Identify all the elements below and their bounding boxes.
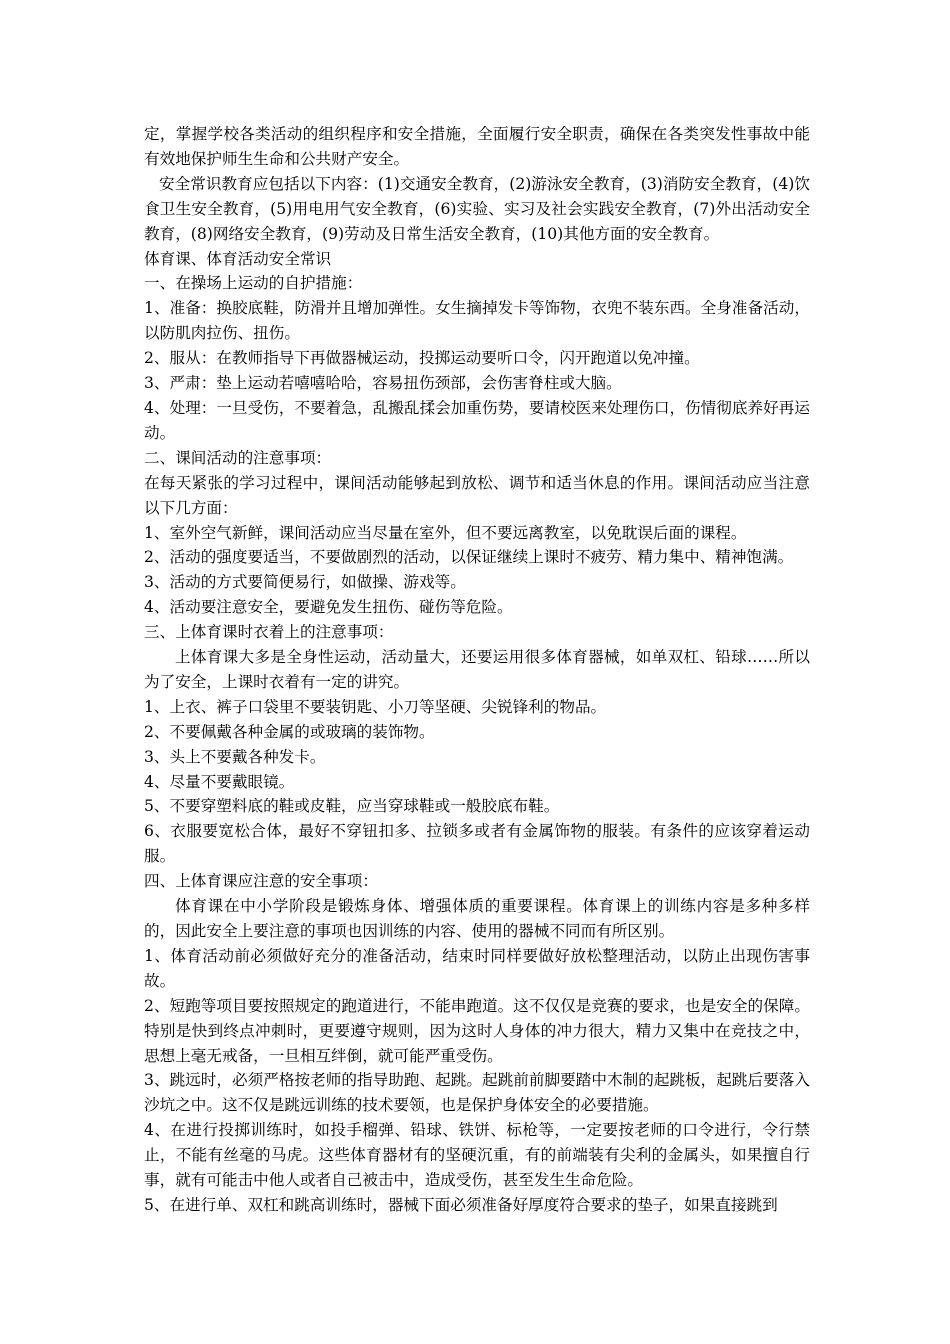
paragraph: 定，掌握学校各类活动的组织程序和安全措施，全面履行安全职责，确保在各类突发性事故中能有效地保护师生生命和公共财产安全。 [144,125,810,168]
paragraph: 3、活动的方式要简便易行，如做操、游戏等。 [144,573,466,592]
paragraph: 上体育课大多是全身性运动，活动量大，还要运用很多体育器械，如单双杠、铅球……所以为了安全，上课时衣着有一定的讲究。 [144,648,810,691]
paragraph: 二、课间活动的注意事项： [144,448,332,467]
paragraph: 2、活动的强度要适当，不要做剧烈的活动，以保证继续上课时不疲劳、精力集中、精神饱满。 [144,548,794,567]
paragraph: 在每天紧张的学习过程中，课间活动能够起到放松、调节和适当休息的作用。课间活动应当注意以下几方面： [144,473,810,517]
paragraph: 4、在进行投掷训练时，如投手榴弹、铅球、铁饼、标枪等，一定要按老师的口令进行，令行禁止，不能有丝毫的马虎。这些体育器材有的坚硬沉重，有的前端装有尖利的金属头，如果擅自行事，就有可能击中他人或者自己被击中，造成受伤，甚至发生生命危险。 [144,1121,810,1190]
paragraph: 1、上衣、裤子口袋里不要装钥匙、小刀等坚硬、尖锐锋利的物品。 [144,697,607,716]
paragraph: 5、在进行单、双杠和跳高训练时，器械下面必须准备好厚度符合要求的垫子，如果直接跳到 [144,1195,778,1214]
paragraph: 三、上体育课时衣着上的注意事项： [144,623,394,642]
paragraph: 3、严肃：垫上运动若嘻嘻哈哈，容易扭伤颈部，会伤害脊柱或大脑。 [144,374,622,393]
paragraph: 2、短跑等项目要按照规定的跑道进行，不能串跑道。这不仅仅是竞赛的要求，也是安全的保障。特别是快到终点冲刺时，更要遵守规则，因为这时人身体的冲力很大，精力又集中在竞技之中，思想上毫无戒备，一旦相互绊倒，就可能严重受伤。 [144,996,810,1065]
paragraph: 4、活动要注意安全，要避免发生扭伤、碰伤等危险。 [144,598,513,617]
paragraph: 4、处理：一旦受伤，不要着急，乱搬乱揉会加重伤势，要请校医来处理伤口，伤情彻底养好再运动。 [144,398,810,442]
paragraph: 6、衣服要宽松合体，最好不穿钮扣多、拉锁多或者有金属饰物的服装。有条件的应该穿着运动服。 [144,822,810,866]
paragraph: 1、体育活动前必须做好充分的准备活动，结束时同样要做好放松整理活动，以防止出现伤害事故。 [144,946,810,990]
paragraph: 1、室外空气新鲜，课间活动应当尽量在室外，但不要远离教室，以免耽误后面的课程。 [144,523,747,542]
document-page [144,122,810,1218]
paragraph: 3、头上不要戴各种发卡。 [144,747,326,766]
paragraph: 一、在操场上运动的自护措施： [144,274,363,293]
paragraph: 体育课、体育活动安全常识 [144,249,332,268]
paragraph: 4、尽量不要戴眼镜。 [144,772,295,791]
paragraph: 2、不要佩戴各种金属的或玻璃的装饰物。 [144,722,435,741]
paragraph: 1、准备：换胶底鞋，防滑并且增加弹性。女生摘掉发卡等饰物，衣兜不装东西。全身准备活动，以防肌肉拉伤、扭伤。 [144,299,810,343]
paragraph: 2、服从：在教师指导下再做器械运动，投掷运动要听口令，闪开跑道以免冲撞。 [144,349,700,368]
paragraph: 体育课在中小学阶段是锻炼身体、增强体质的重要课程。体育课上的训练内容是多种多样的，因此安全上要注意的事项也因训练的内容、使用的器械不同而有所区别。 [144,897,810,940]
paragraph: 3、跳远时，必须严格按老师的指导助跑、起跳。起跳前前脚要踏中木制的起跳板，起跳后要落入沙坑之中。这不仅是跳远训练的技术要领，也是保护身体安全的必要措施。 [144,1071,810,1115]
paragraph: 安全常识教育应包括以下内容：(1)交通安全教育，(2)游泳安全教育，(3)消防安全教育，(4)饮食卫生安全教育，(5)用电用气安全教育，(6)实验、实习及社会实践安全教育，(7)外出活动安全教育，(8)网络安全教育，(9)劳动及日常生活安全教育，(10)其他方面的安全教育。 [144,174,810,243]
paragraph: 5、不要穿塑料底的鞋或皮鞋，应当穿球鞋或一般胶底布鞋。 [144,797,560,816]
paragraph: 四、上体育课应注意的安全事项： [144,872,378,891]
